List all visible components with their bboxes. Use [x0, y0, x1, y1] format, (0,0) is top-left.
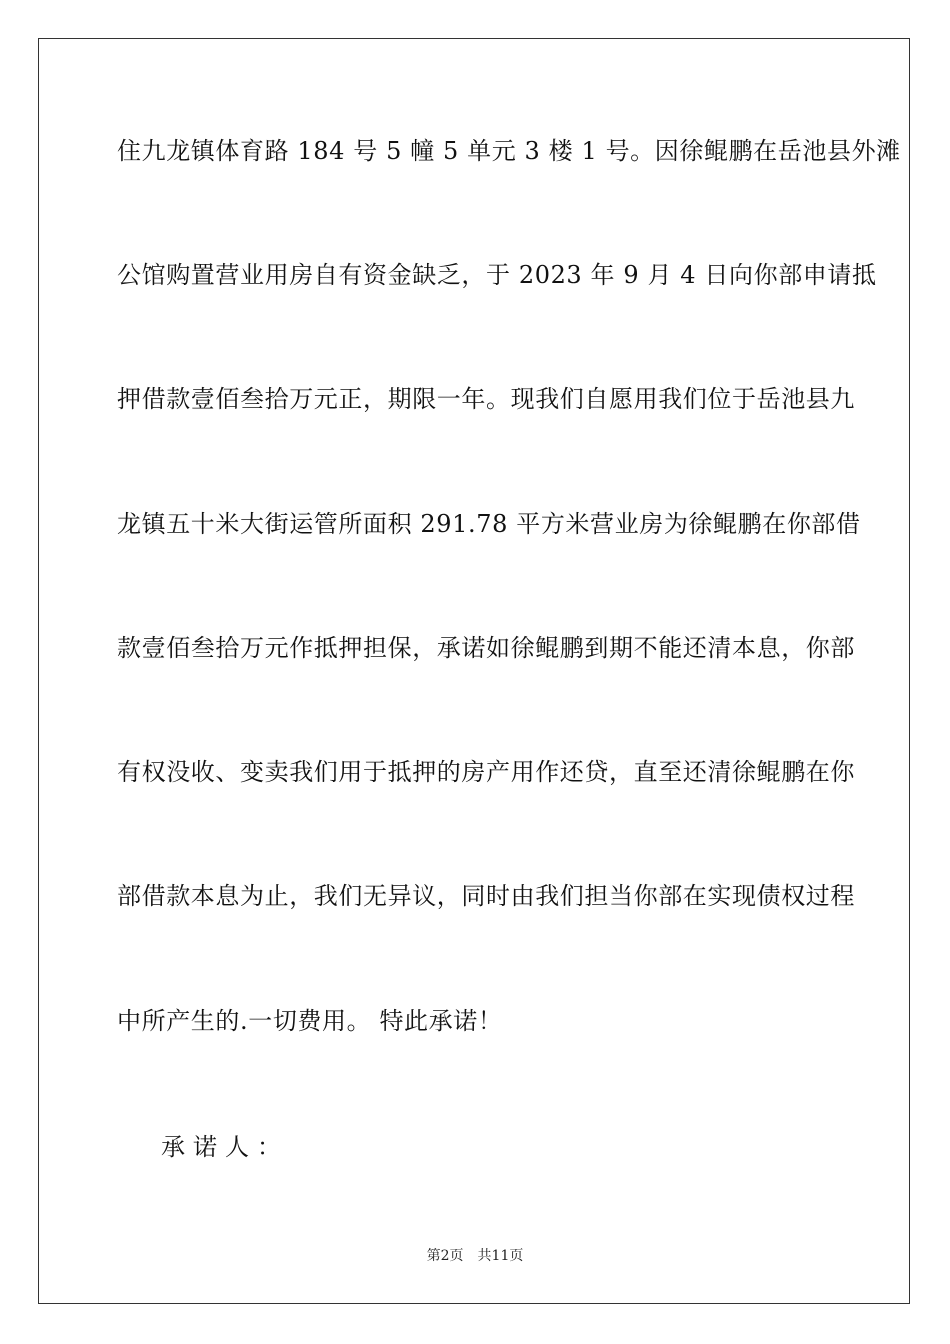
body-line-3: 押借款壹佰叁拾万元正，期限一年。现我们自愿用我们位于岳池县九 [117, 385, 855, 413]
body-line-6: 有权没收、变卖我们用于抵押的房产用作还贷，直至还清徐鲲鹏在你 [117, 758, 855, 786]
body-line-8: 中所产生的.一切费用。 特此承诺！ [117, 1007, 503, 1035]
page-number-total: 共11页 [477, 1248, 524, 1264]
body-line-2: 公馆购置营业用房自有资金缺乏，于 2023 年 9 月 4 日向你部申请抵 [117, 261, 877, 289]
body-line-4: 龙镇五十米大街运管所面积 291.78 平方米营业房为徐鲲鹏在你部借 [117, 510, 861, 538]
page-border [38, 38, 910, 1304]
page-footer [0, 1246, 950, 1266]
body-line-7: 部借款本息为止，我们无异议，同时由我们担当你部在实现债权过程 [117, 882, 855, 910]
body-line-5: 款壹佰叁拾万元作抵押担保，承诺如徐鲲鹏到期不能还清本息，你部 [117, 634, 855, 662]
page-number-current: 第2页 [426, 1248, 464, 1264]
body-line-1: 住九龙镇体育路 184 号 5 幢 5 单元 3 楼 1 号。因徐鲲鹏在岳池县外滩 [117, 137, 901, 165]
signature-label: 承诺人： [161, 1133, 289, 1161]
